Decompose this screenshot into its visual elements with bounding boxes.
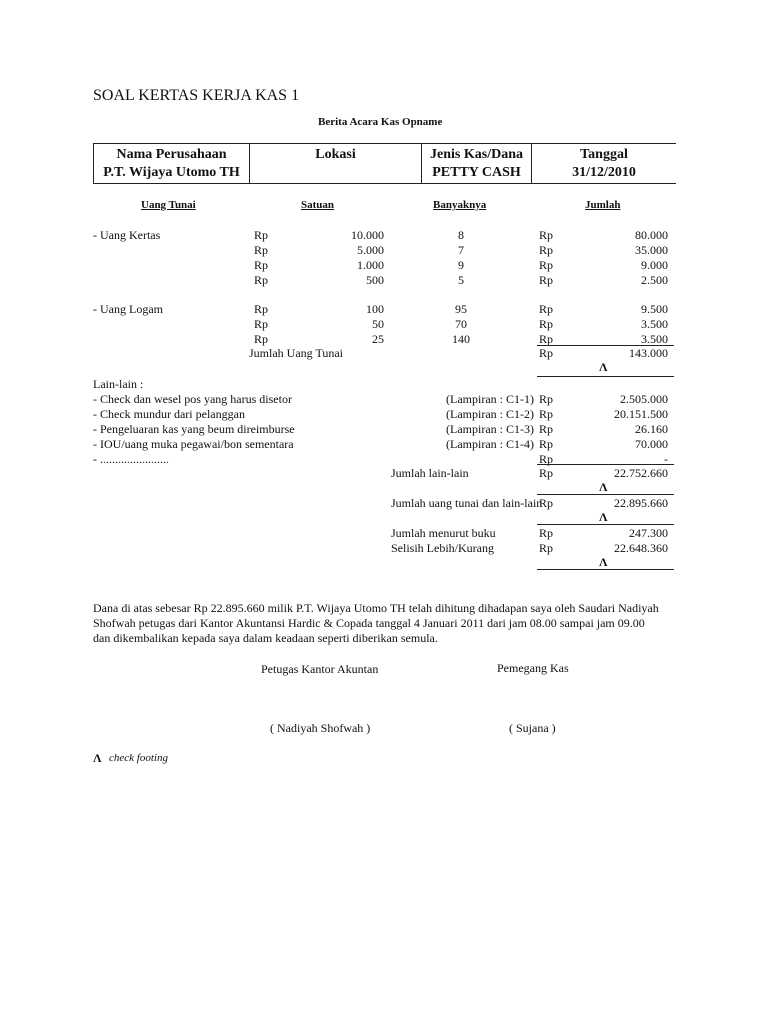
uang-kertas-row-jumlah: 2.500 (641, 273, 668, 287)
signature-right-name: ( Sujana ) (509, 721, 556, 735)
lain-lain-row-value: 20.151.500 (614, 407, 668, 421)
header-location (249, 144, 421, 183)
currency-label: Rp (539, 526, 554, 540)
uang-kertas-row-rp-jumlah: Rp (539, 243, 554, 257)
uang-logam-row-satuan: 25 (372, 332, 384, 346)
lain-subtotal-line (537, 464, 674, 465)
page-title: SOAL KERTAS KERJA KAS 1 (93, 87, 300, 104)
uang-logam-row-jumlah: 3.500 (641, 332, 668, 346)
lain-lain-row-ref: (Lampiran : C1-1) (446, 392, 534, 406)
lain-lain-row-value: 26.160 (635, 422, 668, 436)
jumlah-buku-label: Jumlah menurut buku (391, 526, 496, 540)
lain-lain-row-rp: Rp (539, 452, 554, 466)
lain-lain-row-ref: (Lampiran : C1-3) (446, 422, 534, 436)
signature-left-name: ( Nadiyah Shofwah ) (270, 721, 371, 735)
uang-logam-row-jumlah: 3.500 (641, 317, 668, 331)
header-date (531, 144, 676, 183)
currency-label: Rp (539, 541, 554, 555)
signature-left-title: Petugas Kantor Akuntan (261, 662, 379, 676)
uang-kertas-row-rp-satuan: Rp (254, 258, 269, 272)
lain-lain-row-desc: - ....................... (93, 452, 169, 466)
jumlah-lain-lain-label: Jumlah lain-lain (391, 466, 469, 480)
uang-logam-row-rp-jumlah: Rp (539, 332, 554, 346)
uang-logam-row-rp-jumlah: Rp (539, 317, 554, 331)
legend-mark: Λ (93, 751, 102, 765)
company-value: P.T. Wijaya Utomo TH (103, 165, 240, 180)
lain-lain-label: Lain-lain : (93, 377, 144, 391)
company-label: Nama Perusahaan (116, 147, 227, 162)
lain-lain-row-desc: - IOU/uang muka pegawai/bon sementara (93, 437, 294, 451)
col-satuan: Satuan (301, 199, 335, 211)
uang-kertas-row-satuan: 10.000 (351, 228, 384, 242)
lain-lain-row-value: 2.505.000 (620, 392, 668, 406)
header-table (93, 143, 676, 184)
lain-lain-row-desc: - Check mundur dari pelanggan (93, 407, 245, 421)
lain-lain-row-rp: Rp (539, 392, 554, 406)
col-banyaknya: Banyaknya (433, 199, 487, 211)
uang-kertas-label: - Uang Kertas (93, 228, 161, 242)
total-line (537, 376, 674, 377)
check-footing-mark: Λ (599, 360, 608, 374)
check-footing-mark: Λ (599, 510, 608, 524)
currency-label: Rp (539, 346, 554, 360)
jumlah-uang-tunai-label: Jumlah Uang Tunai (249, 346, 344, 360)
currency-label: Rp (539, 466, 554, 480)
grand-total-line (537, 524, 674, 525)
date-label: Tanggal (580, 147, 628, 162)
check-footing-mark: Λ (599, 480, 608, 494)
jumlah-uang-tunai-value: 143.000 (629, 346, 668, 360)
lain-lain-row-value: - (664, 452, 668, 466)
uang-kertas-row-jumlah: 9.000 (641, 258, 668, 272)
lain-lain-row-ref: (Lampiran : C1-2) (446, 407, 534, 421)
fund-type-label: Jenis Kas/Dana (430, 147, 523, 162)
uang-kertas-row-jumlah: 35.000 (635, 243, 668, 257)
uang-kertas-row-banyak: 8 (458, 228, 464, 242)
lain-lain-row-desc: - Pengeluaran kas yang beum direimburse (93, 422, 295, 436)
uang-logam-row-rp-satuan: Rp (254, 332, 269, 346)
lain-lain-row-ref: (Lampiran : C1-4) (446, 437, 534, 451)
statement-line-3: dan dikembalikan kepada saya dalam keadaan seperti diberikan semula. (93, 631, 438, 645)
uang-logam-row-rp-jumlah: Rp (539, 302, 554, 316)
fund-type-value: PETTY CASH (432, 165, 521, 180)
statement-line-2: Shofwah petugas dari Kantor Akuntansi Hardic & Copada tanggal 4 Januari 2011 dari jam 08.00 sampai jam 09.00 (93, 616, 645, 630)
uang-logam-row-banyak: 95 (455, 302, 467, 316)
uang-kertas-row-satuan: 5.000 (357, 243, 384, 257)
lain-lain-row-rp: Rp (539, 407, 554, 421)
col-jumlah: Jumlah (585, 199, 621, 211)
jumlah-lain-lain-value: 22.752.660 (614, 466, 668, 480)
uang-logam-row-rp-satuan: Rp (254, 317, 269, 331)
selisih-line (537, 569, 674, 570)
selisih-value: 22.648.360 (614, 541, 668, 555)
uang-logam-row-satuan: 50 (372, 317, 384, 331)
jumlah-tunai-lain-value: 22.895.660 (614, 496, 668, 510)
uang-kertas-row-banyak: 5 (458, 273, 464, 287)
uang-logam-row-banyak: 70 (455, 317, 467, 331)
col-uang-tunai: Uang Tunai (141, 199, 196, 211)
uang-logam-row-rp-satuan: Rp (254, 302, 269, 316)
uang-kertas-row-rp-jumlah: Rp (539, 258, 554, 272)
selisih-label: Selisih Lebih/Kurang (391, 541, 494, 555)
lain-lain-row-rp: Rp (539, 437, 554, 451)
uang-kertas-row-rp-satuan: Rp (254, 243, 269, 257)
location-label: Lokasi (315, 147, 356, 162)
date-value: 31/12/2010 (572, 165, 636, 180)
uang-logam-label: - Uang Logam (93, 302, 163, 316)
uang-logam-row-satuan: 100 (366, 302, 384, 316)
uang-kertas-row-banyak: 9 (458, 258, 464, 272)
uang-kertas-row-satuan: 500 (366, 273, 384, 287)
uang-kertas-row-banyak: 7 (458, 243, 464, 257)
header-fund-type (421, 144, 531, 183)
lain-lain-row-rp: Rp (539, 422, 554, 436)
uang-kertas-row-rp-jumlah: Rp (539, 228, 554, 242)
lain-lain-row-value: 70.000 (635, 437, 668, 451)
lain-lain-row-desc: - Check dan wesel pos yang harus disetor (93, 392, 292, 406)
jumlah-tunai-lain-label: Jumlah uang tunai dan lain-lain (391, 496, 543, 510)
uang-logam-row-banyak: 140 (452, 332, 470, 346)
uang-logam-row-jumlah: 9.500 (641, 302, 668, 316)
currency-label: Rp (539, 496, 554, 510)
jumlah-buku-value: 247.300 (629, 526, 668, 540)
signature-right-title: Pemegang Kas (497, 661, 569, 675)
uang-kertas-row-rp-jumlah: Rp (539, 273, 554, 287)
legend-text: check footing (109, 752, 168, 764)
check-footing-mark: Λ (599, 555, 608, 569)
uang-kertas-row-jumlah: 80.000 (635, 228, 668, 242)
uang-kertas-row-satuan: 1.000 (357, 258, 384, 272)
uang-kertas-row-rp-satuan: Rp (254, 228, 269, 242)
statement-line-1: Dana di atas sebesar Rp 22.895.660 milik P.T. Wijaya Utomo TH telah dihitung dihadapan saya oleh Saudari Nadiyah (93, 601, 659, 615)
uang-kertas-row-rp-satuan: Rp (254, 273, 269, 287)
lain-total-line (537, 494, 674, 495)
header-company (94, 144, 249, 183)
page-subtitle: Berita Acara Kas Opname (318, 116, 443, 128)
